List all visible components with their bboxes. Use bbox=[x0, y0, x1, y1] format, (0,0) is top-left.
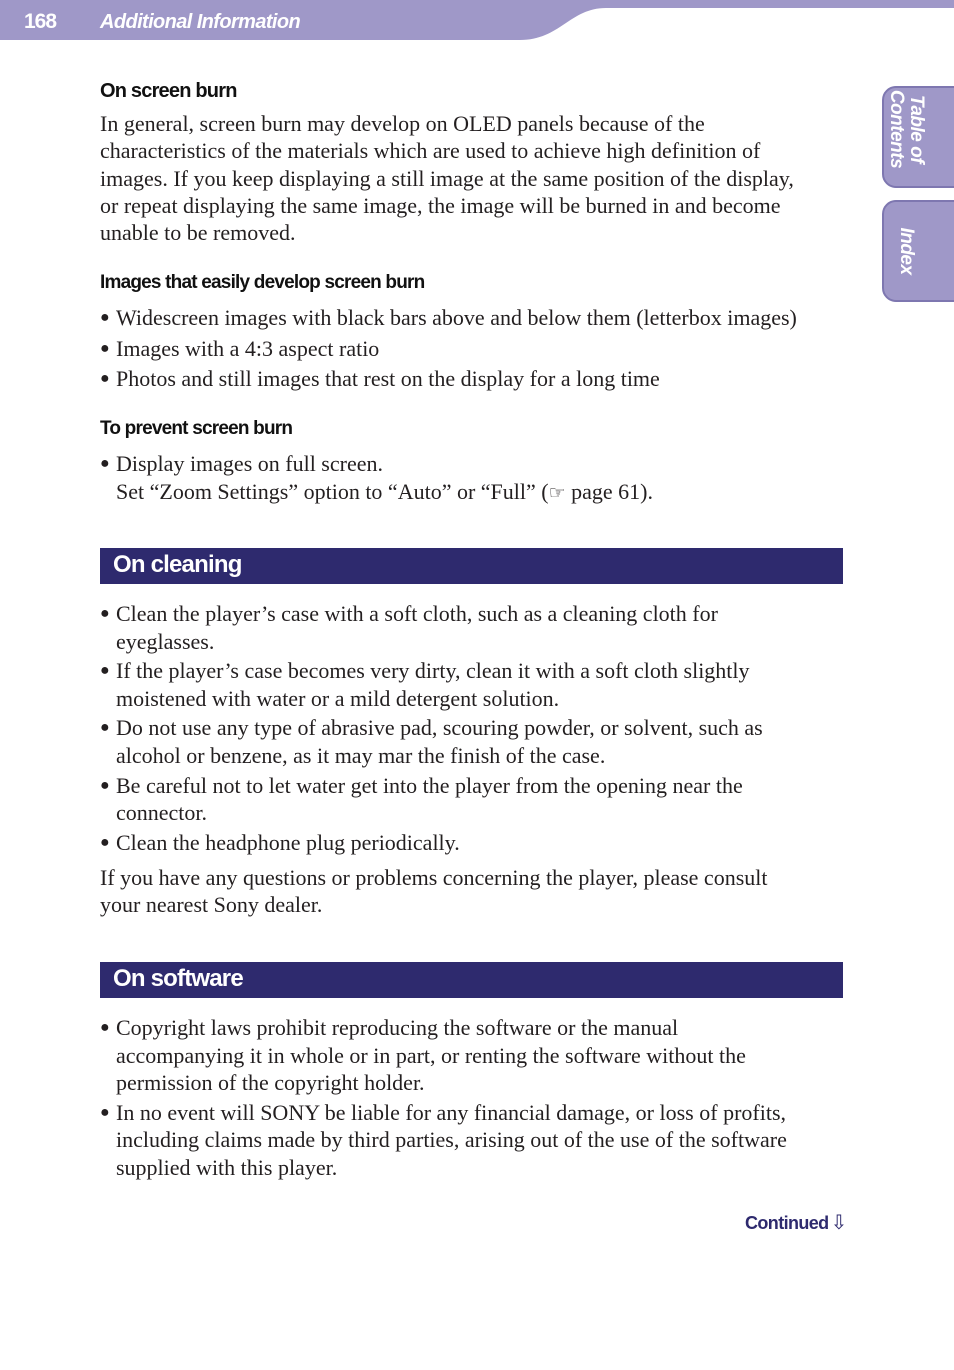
screen-burn-intro bbox=[100, 110, 860, 246]
list-item bbox=[100, 1099, 860, 1182]
cleaning-section-bar bbox=[100, 548, 843, 584]
prevent-list bbox=[100, 450, 860, 507]
toc-tab[interactable] bbox=[882, 86, 954, 188]
toc-tab-line2: Contents bbox=[886, 89, 907, 169]
intro-line: In general, screen burn may develop on OLED panels because of the bbox=[100, 111, 705, 136]
images-list bbox=[100, 303, 860, 395]
list-item bbox=[100, 364, 860, 395]
bullet-icon: ● bbox=[100, 1019, 110, 1036]
list-item bbox=[100, 303, 860, 334]
list-item-text: permission of the copyright holder. bbox=[116, 1070, 425, 1096]
list-item-text: In no event will SONY be liable for any financial damage, or loss of profits, bbox=[116, 1099, 787, 1125]
bullet-icon: ● bbox=[100, 776, 110, 794]
list-item-text: Clean the player’s case with a soft cloth, such as a cleaning cloth for bbox=[116, 601, 718, 626]
intro-line: images. If you keep displaying a still image at the same position of the display, bbox=[100, 165, 794, 191]
list-item-text: alcohol or benzene, as it may mar the finish of the case. bbox=[116, 742, 606, 768]
list-item-text: Copyright laws prohibit reproducing the software or the manual bbox=[116, 1015, 679, 1040]
page-number: 168 bbox=[24, 10, 57, 33]
prevent-text: Set “Zoom Settings” option to “Auto” or “Full” ( bbox=[116, 478, 549, 504]
bullet-icon: ● bbox=[100, 455, 110, 472]
software-list bbox=[100, 1014, 860, 1182]
list-item bbox=[100, 450, 860, 507]
list-item-text: If the player’s case becomes very dirty, clean it with a soft cloth slightly bbox=[116, 658, 750, 684]
list-item-text: Display images on full screen. bbox=[116, 451, 383, 476]
list-item-text: Photos and still images that rest on the display for a long time bbox=[116, 366, 660, 391]
bullet-icon: ● bbox=[100, 833, 110, 851]
index-tab[interactable] bbox=[882, 200, 954, 302]
prevent-heading: To prevent screen burn bbox=[100, 418, 293, 439]
software-title: On software bbox=[113, 965, 243, 992]
section-name: Additional Information bbox=[100, 11, 301, 33]
list-item-text bbox=[116, 478, 860, 508]
list-item-text: accompanying it in whole or in part, or renting the software without the bbox=[116, 1042, 746, 1068]
toc-tab-line1: Table of bbox=[906, 94, 927, 164]
list-item-text: Clean the headphone plug periodically. bbox=[116, 829, 460, 855]
list-item-text: eyeglasses. bbox=[116, 628, 215, 654]
intro-line: characteristics of the materials which are used to achieve high definition of bbox=[100, 138, 761, 164]
bullet-icon: ● bbox=[100, 370, 110, 387]
list-item bbox=[100, 829, 860, 857]
list-item bbox=[100, 600, 860, 655]
list-item bbox=[100, 657, 860, 712]
continued-link[interactable] bbox=[745, 1210, 847, 1234]
list-item-text: Be careful not to let water get into the player from the opening near the bbox=[116, 772, 743, 798]
intro-line: unable to be removed. bbox=[100, 220, 296, 246]
list-item bbox=[100, 334, 860, 365]
intro-line: or repeat displaying the same image, the image will be burned in and become bbox=[100, 192, 781, 218]
header-band bbox=[0, 0, 954, 46]
software-section-bar bbox=[100, 962, 843, 998]
list-item-text: including claims made by third parties, arising out of the use of the software bbox=[116, 1127, 787, 1153]
list-item bbox=[100, 714, 860, 769]
images-heading: Images that easily develop screen burn bbox=[100, 272, 425, 293]
list-item-text: connector. bbox=[116, 800, 208, 826]
note-line: If you have any questions or problems concerning the player, please consult bbox=[100, 865, 768, 890]
bullet-icon: ● bbox=[100, 309, 110, 326]
continued-label: Continued bbox=[745, 1213, 829, 1233]
bullet-icon: ● bbox=[100, 662, 110, 680]
bullet-icon: ● bbox=[100, 339, 110, 357]
list-item-text: Do not use any type of abrasive pad, scouring powder, or solvent, such as bbox=[116, 715, 763, 741]
index-tab-label: Index bbox=[896, 227, 917, 275]
cleaning-title: On cleaning bbox=[113, 551, 242, 578]
page-reference-link[interactable]: page 61). bbox=[565, 478, 654, 504]
toc-tab-label bbox=[886, 89, 927, 169]
list-item bbox=[100, 1014, 860, 1097]
cleaning-note bbox=[100, 864, 860, 919]
list-item bbox=[100, 772, 860, 827]
down-arrow-icon: ⇩ bbox=[830, 1210, 847, 1234]
page-reference-icon: ☞ bbox=[548, 481, 566, 504]
screen-burn-heading: On screen burn bbox=[100, 80, 237, 102]
bullet-icon: ● bbox=[100, 605, 110, 622]
cleaning-list bbox=[100, 600, 860, 856]
list-item-text: supplied with this player. bbox=[116, 1154, 338, 1180]
note-line: your nearest Sony dealer. bbox=[100, 892, 323, 918]
list-item-text: Widescreen images with black bars above and below them (letterbox images) bbox=[116, 305, 797, 330]
bullet-icon: ● bbox=[100, 719, 110, 737]
bullet-icon: ● bbox=[100, 1103, 110, 1121]
list-item-text: moistened with water or a mild detergent solution. bbox=[116, 685, 560, 711]
list-item-text: Images with a 4:3 aspect ratio bbox=[116, 335, 380, 361]
